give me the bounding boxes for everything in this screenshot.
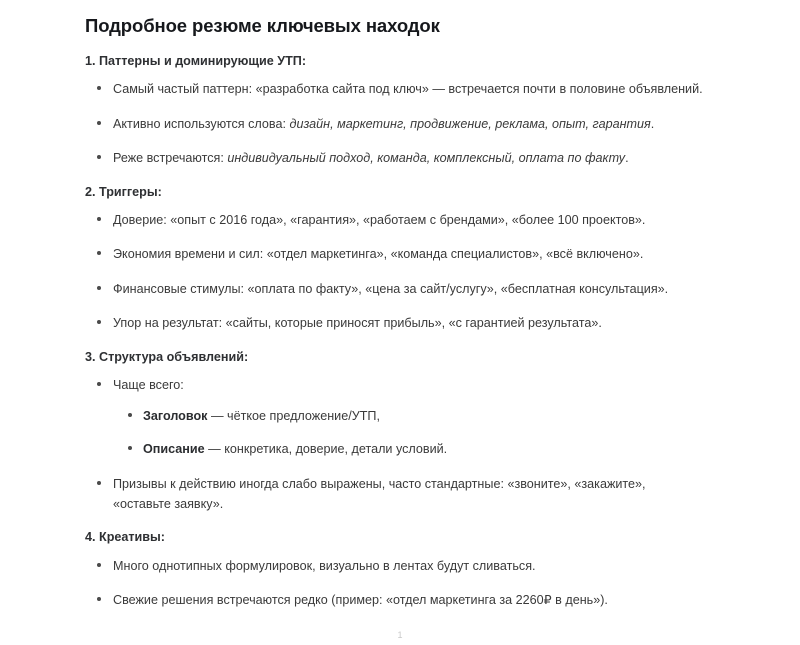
page-number-marker: 1: [397, 630, 403, 640]
list-item: [85, 114, 705, 134]
section-heading: 1. Паттерны и доминирующие УТП:: [85, 54, 307, 69]
emphasis-bold-text: Заголовок: [143, 409, 208, 424]
emphasis-bold-text: Описание: [143, 442, 205, 457]
list-item-text: [113, 151, 629, 165]
body-text: Упор на результат: «сайты, которые приносят прибыль», «с гарантией результата».: [113, 316, 602, 331]
bullet-list: [85, 210, 705, 334]
list-item: [85, 474, 705, 515]
nested-list-item: [113, 406, 705, 426]
bullet-dot-icon: [97, 481, 101, 485]
list-item-text: [113, 559, 536, 573]
bullet-list: [85, 375, 705, 514]
bullet-dot-icon: [97, 155, 101, 159]
body-text: — чёткое предложение/УТП,: [207, 409, 380, 424]
bullet-dot-icon: [97, 563, 101, 567]
nested-bullet-list: [113, 406, 705, 459]
body-text: .: [625, 151, 629, 166]
bullet-dot-icon: [97, 121, 101, 125]
bullet-dot-icon: [97, 251, 101, 255]
body-text: Экономия времени и сил: «отдел маркетинга», «команда специалистов», «всё включено».: [113, 247, 644, 262]
list-item: [85, 148, 705, 168]
bullet-dot-icon: [97, 382, 101, 386]
list-item-text: [113, 247, 643, 261]
list-item: [85, 279, 705, 299]
list-item: [85, 79, 705, 99]
document-section: [85, 349, 705, 515]
document-content: [85, 14, 705, 611]
list-item: [85, 590, 705, 610]
list-item: [85, 244, 705, 264]
list-item-text: [113, 117, 654, 131]
list-item-text: [113, 213, 645, 227]
body-text: Финансовые стимулы: «оплата по факту», «цена за сайт/услугу», «бесплатная консультация».: [113, 281, 669, 296]
bullet-dot-icon: [97, 320, 101, 324]
bullet-dot-icon: [128, 446, 132, 450]
list-item-text: [113, 477, 646, 511]
bullet-dot-icon: [97, 286, 101, 290]
list-item-text: [113, 593, 608, 607]
body-text: Активно используются слова:: [113, 116, 290, 131]
list-item: [85, 313, 705, 333]
list-item: [85, 556, 705, 576]
sections-container: [85, 53, 705, 610]
list-item-text: [113, 82, 703, 96]
emphasis-italic-text: индивидуальный подход, команда, комплексный, оплата по факту: [227, 151, 626, 166]
emphasis-italic-text: дизайн, маркетинг, продвижение, реклама, опыт, гарантия: [289, 116, 651, 131]
list-item-text: [113, 316, 602, 330]
bullet-list: [85, 556, 705, 611]
body-text: Призывы к действию иногда слабо выражены, часто стандартные: «звоните», «закажите», «оставьте заявку».: [113, 476, 646, 511]
body-text: Свежие решения встречаются редко (пример: «отдел маркетинга за 2260₽ в день»).: [113, 593, 608, 608]
list-item-text: [113, 282, 668, 296]
section-heading: 4. Креативы:: [85, 530, 165, 545]
document-section: [85, 529, 705, 610]
bullet-dot-icon: [97, 217, 101, 221]
body-text: Доверие: «опыт с 2016 года», «гарантия», «работаем с брендами», «более 100 проектов».: [113, 213, 646, 228]
nested-list-item: [113, 439, 705, 459]
body-text: Чаще всего:: [113, 377, 184, 392]
list-item-text: [113, 378, 184, 392]
bullet-dot-icon: [97, 86, 101, 90]
document-section: [85, 184, 705, 334]
body-text: Реже встречаются:: [113, 151, 228, 166]
body-text: Много однотипных формулировок, визуально в лентах будут сливаться.: [113, 558, 536, 573]
nested-list-item-text: [143, 409, 380, 423]
page-title: Подробное резюме ключевых находок: [85, 15, 440, 36]
body-text: Самый частый паттерн: «разработка сайта под ключ» — встречается почти в половине объявлений.: [113, 82, 703, 97]
section-heading: 3. Структура объявлений:: [85, 349, 249, 364]
list-item: [85, 210, 705, 230]
bullet-dot-icon: [97, 597, 101, 601]
section-heading: 2. Триггеры:: [85, 184, 162, 199]
body-text: — конкретика, доверие, детали условий.: [204, 442, 448, 457]
bullet-dot-icon: [128, 413, 132, 417]
list-item: [85, 375, 705, 460]
nested-list-item-text: [143, 442, 447, 456]
body-text: .: [650, 116, 655, 131]
document-section: [85, 53, 705, 169]
bullet-list: [85, 79, 705, 168]
